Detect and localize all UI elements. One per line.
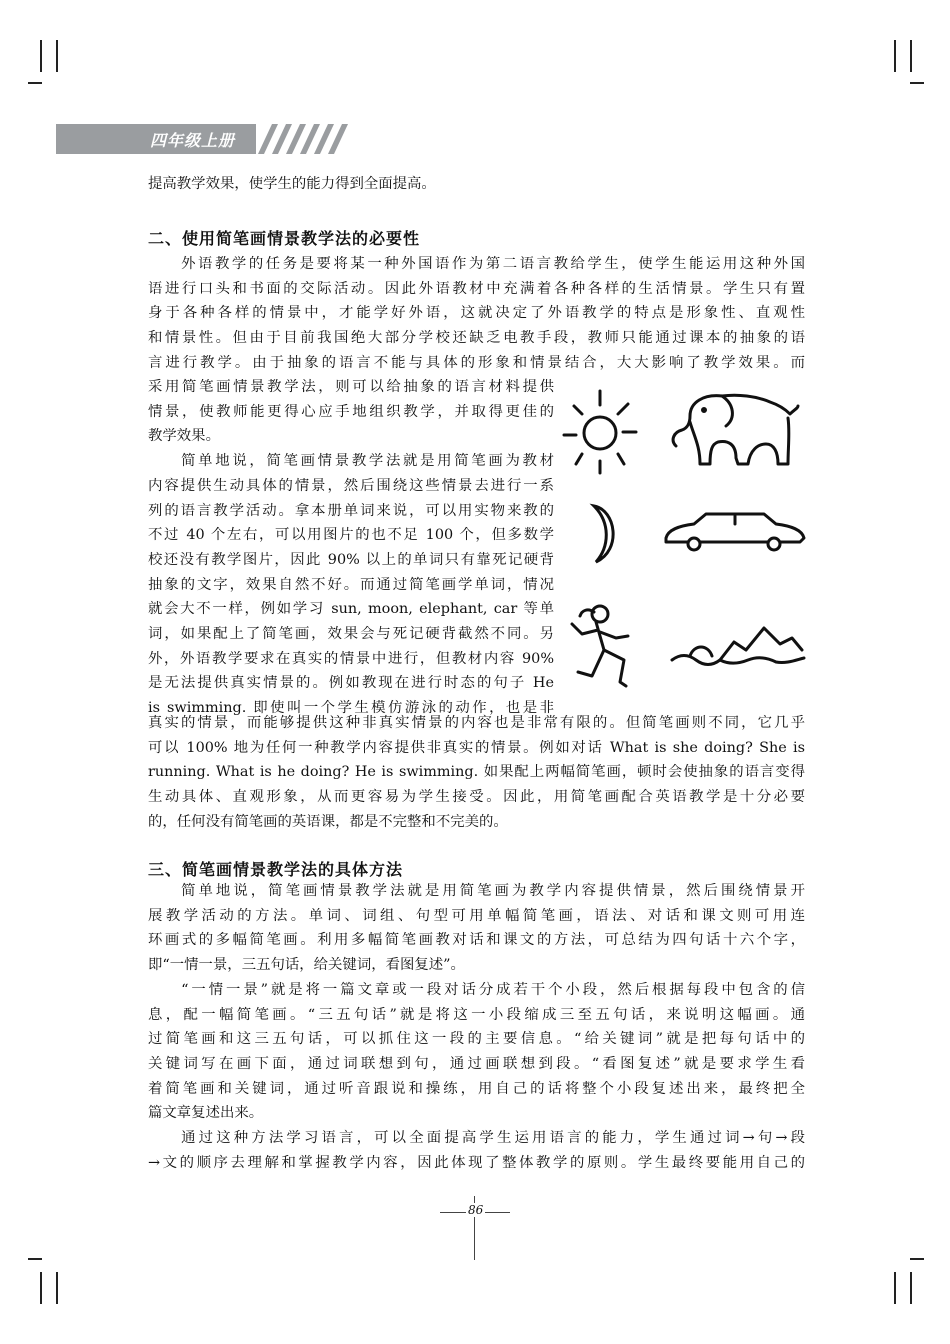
header-stripes	[258, 124, 358, 154]
moon-drawing	[582, 500, 632, 570]
section2-narrow-column: 采用简笔画情景教学法，则可以给抽象的语言材料提供 情景，使教师能更得心应手地组织教学，并取得更佳的 教学效果。 简单地说，简笔画情景教学法就是用简笔画为教材 内容提供生动具体的情景，然后围绕这些情景去进行一系 列的语言教学活动。拿本册单词来说，可以用实物来教的 不过 40 个左右，可以用图片的也不足 100 个，但多数学 校还没有教学图片，因此 90% 以上的单词只有靠死记硬背 抽象的文字，效果自然不好。而通过简笔画学单词，情况 就会大不一样，例如学习 sun, moon, elephant, car 等单 词，如果配上了简笔画，效果会与死记硬背截然不同。另 外，外语教学要求在真实的情景中进行，但教材内容 90% 是无法提供真实情景的。例如教现在进行时态的句子 He is swimming. 即使叫一个学生模仿游泳的动作，也是非	[148, 379, 554, 717]
crop-mark	[910, 1272, 912, 1304]
crop-mark	[56, 40, 58, 72]
elephant-drawing	[660, 388, 800, 478]
crop-mark	[894, 1272, 896, 1304]
intro-line: 提高教学效果，使学生的能力得到全面提高。	[148, 176, 436, 192]
crop-mark	[56, 1272, 58, 1304]
grade-label: 四年级上册	[150, 131, 236, 150]
crop-mark	[28, 82, 42, 84]
swimming-boy-drawing	[668, 620, 808, 670]
sun-drawing	[560, 388, 640, 478]
section2-para1: 外语教学的任务是要将某一种外国语作为第二语言教给学生，使学生能运用这种外国 语进行口头和书面的交际活动。因此外语教材中充满着各种各样的生活情景。学生只有置 身于各种各样的情景中，才能学好外语，这就决定了外语教学的特点是形象性、直观性 和情景性。但由于目前我国绝大部分学校还缺乏电教手段，教师只能通过课本的抽象的语 言进行教学。由于抽象的语言不能与具体的形象和情景结合，大大影响了教学效果。而	[148, 256, 805, 371]
crop-mark	[894, 40, 896, 72]
running-girl-drawing	[566, 602, 656, 702]
crop-mark	[40, 1272, 42, 1304]
crop-mark	[910, 1258, 924, 1260]
crop-mark	[28, 1258, 42, 1260]
section3-body: 简单地说，简笔画情景教学法就是用简笔画为教学内容提供情景，然后围绕情景开 展教学活动的方法。单词、词组、句型可用单幅简笔画，语法、对话和课文则可用连 环画式的多幅简笔画。利用多幅简笔画教对话和课文的方法，可总结为四句话十六个字， 即“一情一景，三五句话，给关键词，看图复述”。 “一情一景”就是将一篇文章或一段对话分成若干个小段，然后根据每段中包含的信 息，配一幅简笔画。“三五句话”就是将这一小段缩成三至五句话，来说明这幅画。通 过简笔画和这三五句话，可以抓住这一段的主要信息。“给关键词”就是把每句话中的 关键词写在画下面，通过词联想到句，通过画联想到段。“看图复述”就是要求学生看 着简笔画和关键词，通过听音跟说和操练，用自己的话将整个小段复述出来，最终把全 篇文章复述出来。 通过这种方法学习语言，可以全面提高学生运用语言的能力，学生通过词→句→段 →文的顺序去理解和掌握教学内容，因此体现了整体教学的原则。学生最终要能用自己的	[148, 883, 805, 1171]
crop-mark	[910, 40, 912, 72]
section3-heading: 三、简笔画情景教学法的具体方法	[148, 860, 404, 879]
section2-heading: 二、使用简笔画情景教学法的必要性	[148, 229, 421, 248]
crop-mark	[910, 82, 924, 84]
crop-mark	[40, 40, 42, 72]
page-number: 86	[468, 1203, 484, 1217]
car-drawing	[660, 508, 810, 558]
section2-para2-continuation: 真实的情景，而能够提供这种非真实情景的内容也是非常有限的。但简笔画则不同，它几乎 可以 100% 地为任何一种教学内容提供非真实的情景。例如对话 What is she doing? She is running. What is he doing? He is swimming. 如果配上两幅简笔画，顿时会使抽象的语言变得 生动具体、直观形象，从而更容易为学生接受。因此，用简笔画配合英语教学是十分必要 的，任何没有简笔画的英语课，都是不完整和不完美的。	[148, 715, 805, 830]
